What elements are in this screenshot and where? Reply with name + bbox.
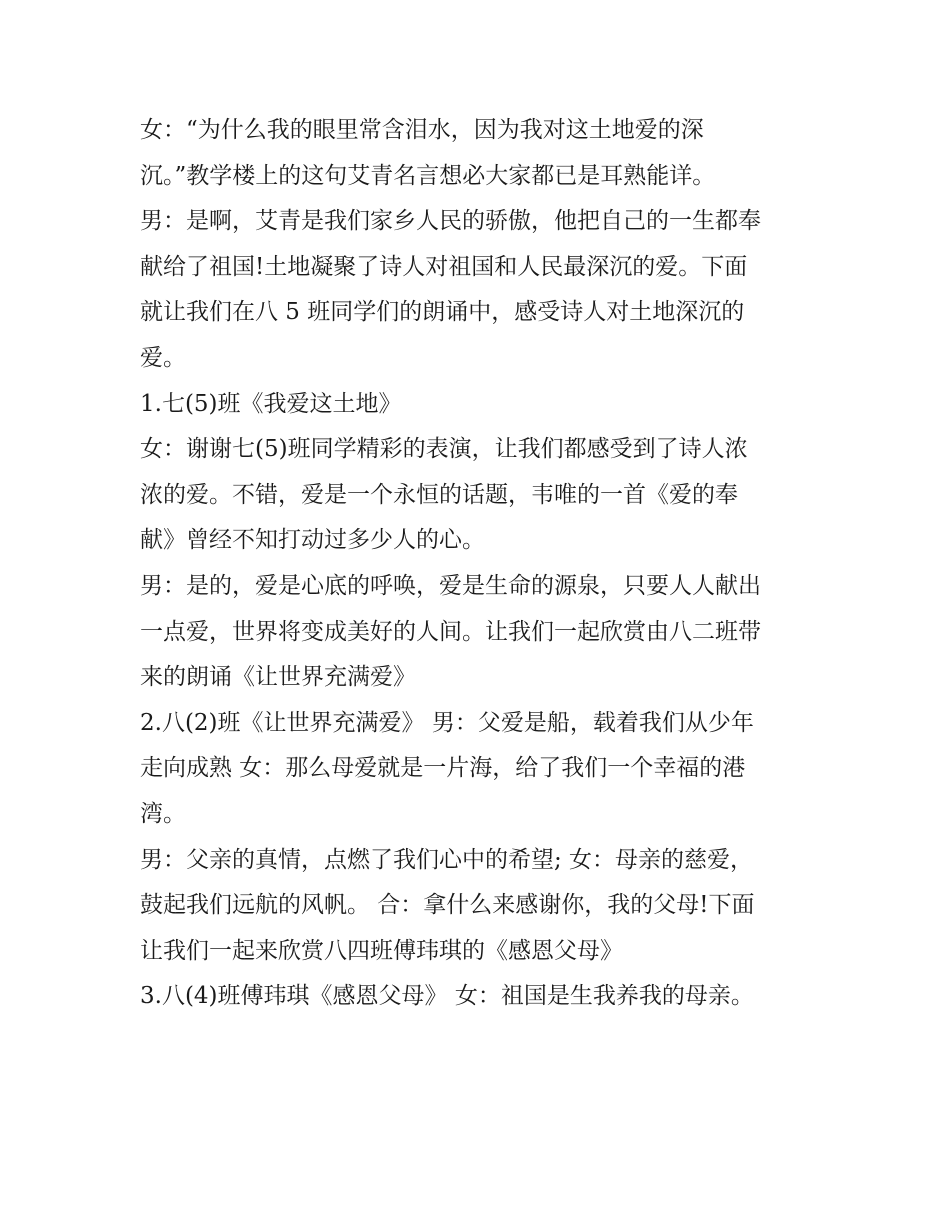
text-line: 男：父亲的真情，点燃了我们心中的希望; 女：母亲的慈爱， [140,846,754,873]
program-item-1: 1.七(5)班《我爱这土地》 [140,390,402,417]
text-line: 爱。 [140,344,186,371]
program-item-2: 2.八(2)班《让世界充满爱》 男：父爱是船，载着我们从少年 [140,709,754,736]
text-line: 献给了祖国!土地凝聚了诗人对祖国和人民最深沉的爱。下面 [140,253,748,280]
text-line: 鼓起我们远航的风帆。 合：拿什么来感谢你，我的父母!下面 [140,892,755,919]
text-line: 女：谢谢七(5)班同学精彩的表演，让我们都感受到了诗人浓 [140,436,748,463]
text-line: 女：“为什么我的眼里常含泪水，因为我对这土地爱的深 [140,117,704,143]
text-line: 湾。 [140,800,186,827]
text-line: 走向成熟 女：那么母爱就是一片海，给了我们一个幸福的港 [140,755,746,782]
text-line: 浓的爱。不错，爱是一个永恒的话题，韦唯的一首《爱的奉 [140,481,738,508]
text-line: 一点爱，世界将变成美好的人间。让我们一起欣赏由八二班带 [140,618,761,645]
text-line: 就让我们在八 5 班同学们的朗诵中，感受诗人对土地深沉的 [140,299,745,326]
document-body [140,108,820,1020]
program-item-3: 3.八(4)班傅玮琪《感恩父母》 女：祖国是生我养我的母亲。 [140,983,754,1010]
text-line: 献》曾经不知打动过多少人的心。 [140,527,485,554]
text-line: 来的朗诵《让世界充满爱》 [140,664,416,691]
text-line: 让我们一起来欣赏八四班傅玮琪的《感恩父母》 [140,937,623,964]
text-line: 沉。”教学楼上的这句艾青名言想必大家都已是耳熟能详。 [140,162,716,189]
text-line: 男：是啊，艾青是我们家乡人民的骄傲，他把自己的一生都奉 [140,208,761,235]
text-line: 男：是的，爱是心底的呼唤，爱是生命的源泉，只要人人献出 [140,572,761,599]
